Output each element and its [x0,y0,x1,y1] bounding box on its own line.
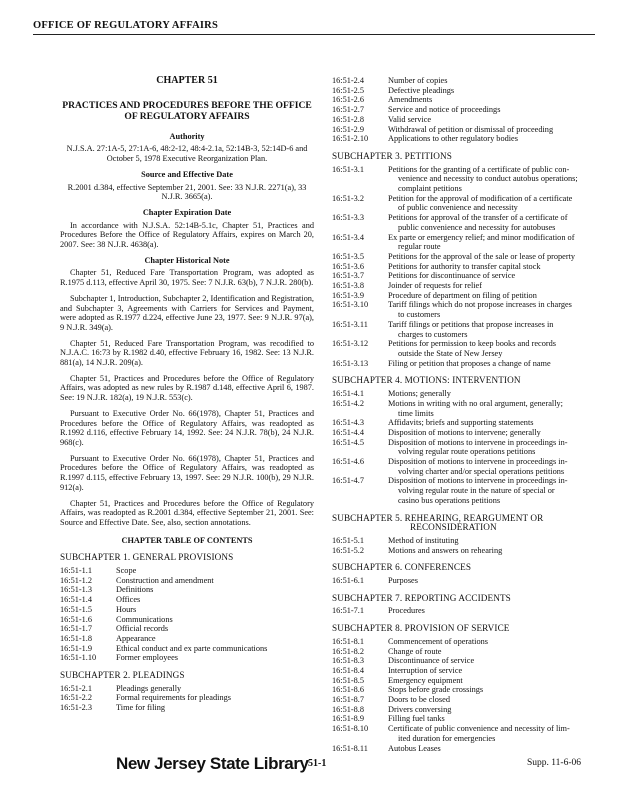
section-title-line: Petitions for discontinuance of service [388,271,516,281]
expiration-heading: Chapter Expiration Date [142,207,232,217]
section-title-line: Purposes [388,576,418,586]
toc-entry [332,647,600,657]
section-title [388,695,600,705]
section-title: Official records [116,624,169,634]
toc-entry [60,585,314,595]
section-title-line: Disposition of motions to intervene; generally [388,427,541,437]
section-number: 16:51-4.6 [332,457,365,467]
history-paragraph: Chapter 51, Reduced Fare Transportation Program, was adopted as R.1975 d.113, effective April 30, 1975. See: 7 N.J.R. 63(b), 7 N.J.R. 280(b). [60,268,314,288]
section-title [388,606,600,616]
section-number: 16:51-3.10 [332,300,369,310]
section-title-line: outside the State of New Jersey [398,348,503,358]
section-title [388,536,600,546]
toc-entry [332,115,600,125]
section-title-line: Motions in writing with no oral argument, generally; [388,398,563,408]
section-title: Ethical conduct and ex parte communications [116,643,268,653]
section-title: Applications to other regulatory bodies [388,134,518,144]
section-title-line: Disposition of motions to intervene in proceedings in- [388,457,568,467]
history-paragraph: Subchapter 1, Introduction, Subchapter 2, Identification and Registration, and Subchapter 3, Agreements with Carriers for Services and Payment, were adopted as R.1977 d.224, effective June 23, 1977. See: 9 N.J.R. 97(a), 9 N.J.R. 349(a). [60,293,315,332]
toc-entry [332,86,600,96]
toc-entry [332,252,600,262]
subchapter-6-list [332,576,600,586]
section-title-line: Commencement of operations [388,636,488,646]
toc-entry [332,134,600,144]
section-number: 16:51-1.1 [60,566,93,576]
section-number: 16:51-3.2 [332,193,365,203]
section-number: 16:51-1.3 [60,585,93,595]
section-title-line: Filing or petition that proposes a change of name [388,358,551,368]
section-title-line: Change of route [388,646,442,656]
section-title-line: to customers [398,310,441,320]
section-title-line: Drivers conversing [388,704,452,714]
section-number: 16:51-1.9 [60,643,93,653]
section-title-line: Procedure of department on filing of petition [388,290,537,300]
section-title: Hours [116,604,137,614]
section-title [388,476,600,505]
section-title-line: Motions and answers on rehearing [388,545,503,555]
subchapter-7-title: SUBCHAPTER 7. REPORTING ACCIDENTS [332,592,511,603]
subchapter-5-title-cont: RECONSIDERATION [410,522,497,533]
section-number: 16:51-4.5 [332,437,365,447]
section-number: 16:51-3.5 [332,251,365,261]
section-number: 16:51-2.9 [332,124,365,134]
section-number: 16:51-2.8 [332,114,365,124]
toc-entry [332,76,600,86]
toc-entry [60,595,314,605]
authority-heading: Authority [169,131,205,141]
section-title-line: Petition for the approval of modification of a certificate [388,193,573,203]
subchapter-8-list [332,637,600,753]
section-number: 16:51-8.8 [332,704,365,714]
toc-entry [332,457,600,476]
section-number: 16:51-4.4 [332,427,365,437]
toc-entry [60,566,314,576]
section-title [388,685,600,695]
section-number: 16:51-3.12 [332,339,369,349]
subchapter-3-list [332,165,600,369]
section-title-line: Stops before grade crossings [388,685,484,695]
right-column [332,76,600,753]
subchapter-2-list-continued [332,76,600,144]
section-number: 16:51-1.5 [60,604,93,614]
section-title [388,262,600,272]
section-number: 16:51-2.10 [332,134,369,144]
section-title-line: Petitions for the approval of the sale or lease of property [388,251,576,261]
section-title [388,252,600,262]
section-number: 16:51-3.11 [332,319,368,329]
section-title [388,457,600,476]
subchapter-8-title: SUBCHAPTER 8. PROVISION OF SERVICE [332,623,510,634]
history-paragraph: Pursuant to Executive Order No. 66(1978), Chapter 51, Practices and Procedures before the Office of Regulatory Affairs, was readopted as R.1997 d.115, effective February 13, 1997. See: 29 N.J.R. 100(b), 29 N.J.R. 912(a). [60,453,314,492]
toc-entry [332,705,600,715]
section-title [388,656,600,666]
toc-entry [332,536,600,546]
section-number: 16:51-8.10 [332,724,369,734]
section-title [388,320,600,339]
page-number: 51-1 [308,758,327,769]
section-title-line: Interruption of service [388,665,463,675]
expiration-text: In accordance with N.J.S.A. 52:14B-5.1c, Chapter 51, Practices and Procedures Before the Office of Regulatory Affairs, expires on March 20, 2007. See: 38 N.J.R. 4638(a). [60,220,314,250]
section-number: 16:51-8.4 [332,665,365,675]
section-number: 16:51-3.13 [332,358,369,368]
section-number: 16:51-1.2 [60,575,93,585]
section-title [388,418,600,428]
toc-entry [60,703,314,713]
section-number: 16:51-4.1 [332,389,365,399]
section-title: Defective pleadings [388,85,455,95]
toc-entry [332,656,600,666]
toc-entry [332,666,600,676]
section-title-line: Certificate of public convenience and necessity of lim- [388,724,570,734]
authority-text: N.J.S.A. 27:1A-5, 27:1A-6, 48:2-12, 48:4-2.1a, 52:14B-3, 52:14D-6 and October 5, 1978 Executive Reorganization Plan. [66,144,308,164]
section-number: 16:51-8.3 [332,656,365,666]
section-title: Communications [116,614,173,624]
toc-entry [332,399,600,418]
section-title-line: Autobus Leases [388,743,441,753]
toc-entry [332,476,600,505]
section-number: 16:51-2.6 [332,95,365,105]
section-number: 16:51-4.3 [332,418,365,428]
section-number: 16:51-3.3 [332,213,365,223]
subchapter-4-list [332,389,600,505]
toc-entry [332,213,600,232]
section-title: Time for filing [116,703,166,713]
toc-entry [60,634,314,644]
section-title [388,676,600,686]
section-title: Pleadings generally [116,683,182,693]
section-title [388,744,600,754]
section-title-line: volving regular route in the nature of special or [398,486,555,496]
section-title-line: volving regular route operations petitions [398,447,536,457]
toc-entry [332,320,600,339]
section-number: 16:51-3.6 [332,261,365,271]
toc-entry [60,605,314,615]
section-number: 16:51-1.6 [60,614,93,624]
section-title-line: Motions; generally [388,389,451,399]
section-number: 16:51-8.9 [332,714,365,724]
page-footer [0,754,621,774]
history-paragraph: Chapter 51, Practices and Procedures before the Office of Regulatory Affairs, was adopted as new rules by R.1987 d.148, effective April 6, 1987. See: 19 N.J.R. 182(a), 19 N.J.R. 553(c). [60,373,314,403]
toc-entry [332,281,600,291]
toc-entry [332,418,600,428]
section-title [388,399,600,418]
section-number: 16:51-3.4 [332,232,365,242]
toc-entry [332,291,600,301]
toc-entry [332,685,600,695]
toc-entry [332,300,600,319]
toc-entry [332,233,600,252]
toc-entry [332,271,600,281]
section-title-line: Petitions for approval of the transfer of a certificate of [388,213,568,223]
section-number: 16:51-1.8 [60,633,93,643]
section-number: 16:51-8.11 [332,743,368,753]
toc-entry [60,684,314,694]
toc-entry [332,262,600,272]
section-title-line: Disposition of motions to intervene in proceedings in- [388,476,568,486]
section-title-line: Emergency equipment [388,675,463,685]
section-title-line: regular route [398,242,441,252]
left-column [60,76,314,713]
section-title [388,194,600,213]
section-title: Offices [116,595,141,605]
toc-entry [332,676,600,686]
section-title-line: venience and necessity to conduct autobus operations; [398,174,578,184]
section-number: 16:51-3.9 [332,290,365,300]
running-header: OFFICE OF REGULATORY AFFAIRS [33,20,219,31]
section-title [388,339,600,358]
section-number: 16:51-1.4 [60,595,93,605]
section-title [388,213,600,232]
section-title: Formal requirements for pleadings [116,693,231,703]
section-title-line: Discontinuance of service [388,656,475,666]
section-title: Number of copies [388,76,448,85]
section-title-line: Doors to be closed [388,695,450,705]
toc-entry [332,428,600,438]
toc-entry [60,624,314,634]
toc-heading: CHAPTER TABLE OF CONTENTS [121,535,253,545]
section-title-line: ited duration for emergencies [398,733,496,743]
section-title [388,165,600,194]
section-number: 16:51-8.2 [332,646,365,656]
section-title [388,389,600,399]
subchapter-2-list [60,684,314,713]
subchapter-7-list [332,606,600,616]
section-number: 16:51-2.3 [60,703,93,713]
history-heading: Chapter Historical Note [144,255,230,265]
subchapter-6-title: SUBCHAPTER 6. CONFERENCES [332,562,472,573]
toc-entry [332,576,600,586]
toc-entry [332,194,600,213]
toc-entry [332,744,600,754]
section-number: 16:51-2.4 [332,76,365,85]
toc-entry [332,339,600,358]
section-title-line: Disposition of motions to intervene in proceedings in- [388,437,568,447]
section-title-line: volving charter and/or special operations petitions [398,466,565,476]
history-paragraph: Chapter 51, Reduced Fare Transportation Program, was recodified to N.J.A.C. 16:73 by R.1982 d.40, effective February 16, 1982. See: 13 N.J.R. 881(a), 14 N.J.R. 209(a). [60,338,314,368]
section-number: 16:51-1.7 [60,624,93,634]
section-title-line: Filling fuel tanks [388,714,445,724]
section-title [388,359,600,369]
toc-entry [332,105,600,115]
section-title-line: Affidavits; briefs and supporting statements [388,418,534,428]
subchapter-4-title: SUBCHAPTER 4. MOTIONS: INTERVENTION [332,375,521,386]
section-title: Amendments [388,95,433,105]
section-title [388,666,600,676]
toc-entry [60,693,314,703]
section-title: Former employees [116,653,178,663]
section-number: 16:51-2.5 [332,85,365,95]
subchapter-1-title: SUBCHAPTER 1. GENERAL PROVISIONS [60,552,234,563]
toc-entry [332,724,600,743]
history-paragraph: Pursuant to Executive Order No. 66(1978), Chapter 51, Practices and Procedures before the Office of Regulatory Affairs, was readopted as R.1992 d.116, effective February 14, 1992. See: 24 N.J.R. 78(b), 24 N.J.R. 968(c). [60,408,314,447]
section-title [388,291,600,301]
section-number: 16:51-2.7 [332,105,365,115]
toc-entry [332,606,600,616]
section-title-line: complaint petitions [398,184,462,194]
section-title [388,576,600,586]
section-title-line: of public convenience and necessity [398,203,518,213]
section-title [388,300,600,319]
section-title: Service and notice of proceedings [388,105,501,115]
section-number: 16:51-3.8 [332,281,365,291]
section-number: 16:51-7.1 [332,606,365,616]
section-title [388,428,600,438]
section-title [388,233,600,252]
section-title-line: Tariff filings which do not propose increases in charges [388,300,572,310]
section-title [388,546,600,556]
toc-entry [332,95,600,105]
section-number: 16:51-5.2 [332,545,365,555]
section-title-line: Petitions for permission to keep books and records [388,339,556,349]
section-title [388,714,600,724]
section-title-line: Petitions for authority to transfer capital stock [388,261,541,271]
toc-entry [332,125,600,135]
section-title [388,438,600,457]
section-title: Withdrawal of petition or dismissal of proceeding [388,124,554,134]
section-title: Valid service [388,114,432,124]
section-number: 16:51-8.1 [332,636,365,646]
subchapter-1-list [60,566,314,663]
section-title-line: Method of instituting [388,535,459,545]
toc-entry [332,546,600,556]
section-title [388,271,600,281]
section-title [388,647,600,657]
section-title [388,724,600,743]
chapter-title: PRACTICES AND PROCEDURES BEFORE THE OFFICE OF REGULATORY AFFAIRS [62,99,312,123]
header-rule [33,34,595,35]
subchapter-5-list [332,536,600,555]
section-number: 16:51-6.1 [332,576,365,586]
section-title: Definitions [116,585,154,595]
section-number: 16:51-4.2 [332,398,365,408]
library-logo-text: New Jersey State Library [116,754,309,773]
section-title-line: charges to customers [398,329,468,339]
toc-entry [332,714,600,724]
section-number: 16:51-3.7 [332,271,365,281]
section-title [388,281,600,291]
toc-entry [332,389,600,399]
section-number: 16:51-2.1 [60,683,93,693]
section-title-line: time limits [398,408,434,418]
source-heading: Source and Effective Date [141,169,233,179]
section-title [388,705,600,715]
toc-entry [332,637,600,647]
toc-entry [332,165,600,194]
section-title-line: Petitions for the granting of a certificate of public con- [388,164,570,174]
section-title: Scope [116,566,137,576]
toc-entry [332,695,600,705]
section-title [388,637,600,647]
toc-entry [60,576,314,586]
section-number: 16:51-8.7 [332,695,365,705]
section-title-line: Ex parte or emergency relief; and minor modification of [388,232,575,242]
source-text: R.2001 d.384, effective September 21, 2001. See: 33 N.J.R. 2271(a), 33 N.J.R. 3665(a). [67,182,307,202]
section-title: Construction and amendment [116,575,214,585]
section-title-line: Tariff filings or petitions that propose increases in [388,319,554,329]
section-number: 16:51-3.1 [332,164,365,174]
toc-entry [60,653,314,663]
history-paragraph: Chapter 51, Practices and Procedures before the Office of Regulatory Affairs, was readopted as R.2001 d.384, effective September 21, 2001. See: Source and Effective Date. See, also, section annotations. [60,498,314,527]
subchapter-5-title: SUBCHAPTER 5. REHEARING, REARGUMENT OR [332,512,544,523]
subchapter-2-title: SUBCHAPTER 2. PLEADINGS [60,670,185,681]
toc-entry [332,359,600,369]
section-number: 16:51-4.7 [332,476,365,486]
chapter-number: CHAPTER 51 [156,75,218,86]
subchapter-3-title: SUBCHAPTER 3. PETITIONS [332,150,452,161]
section-number: 16:51-2.2 [60,693,93,703]
toc-entry [60,615,314,625]
toc-entry [332,438,600,457]
section-number: 16:51-5.1 [332,535,365,545]
section-number: 16:51-8.5 [332,675,365,685]
section-title-line: Joinder of requests for relief [388,281,482,291]
section-title-line: Procedures [388,606,425,616]
toc-entry [60,644,314,654]
section-title-line: public convenience and necessity for autobuses [398,222,556,232]
section-number: 16:51-1.10 [60,653,97,663]
section-number: 16:51-8.6 [332,685,365,695]
section-title-line: casino bus operations petitions [398,495,501,505]
section-title: Appearance [116,633,156,643]
supplement-date: Supp. 11-6-06 [527,758,582,768]
